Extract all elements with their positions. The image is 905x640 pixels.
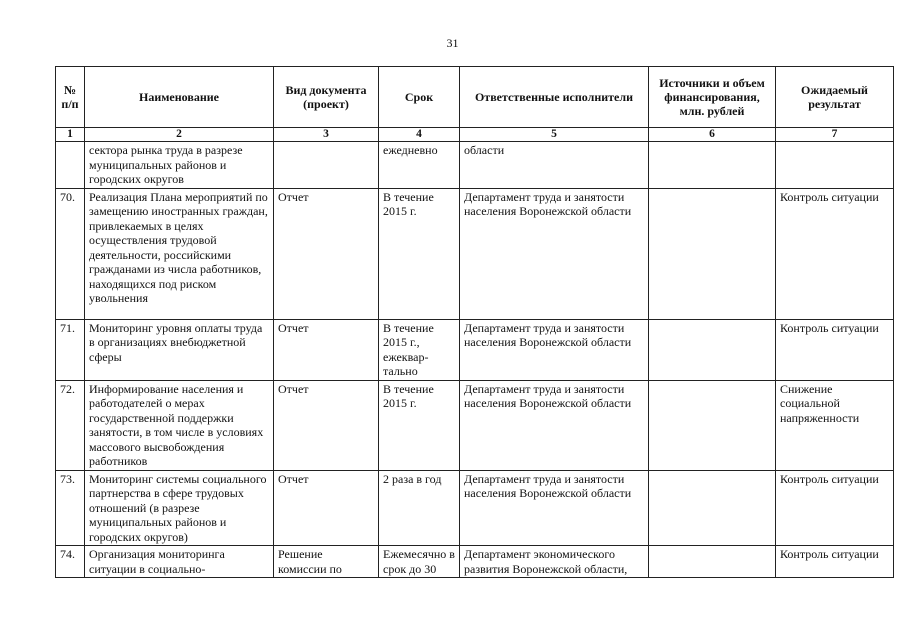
row-result (776, 142, 894, 189)
table-row (56, 319, 894, 380)
row-funding (649, 319, 776, 380)
row-executors: области (460, 142, 649, 189)
table-row (56, 546, 894, 578)
column-number: 1 (56, 128, 85, 142)
row-name: Организация мониторинга ситуации в социально- (85, 546, 274, 578)
row-funding (649, 546, 776, 578)
column-number: 6 (649, 128, 776, 142)
row-funding (649, 380, 776, 470)
row-term: ежедневно (379, 142, 460, 189)
row-doc-type: Отчет (274, 319, 379, 380)
row-number (56, 142, 85, 189)
row-number: 70. (56, 188, 85, 319)
row-funding (649, 188, 776, 319)
row-funding (649, 142, 776, 189)
header-row (56, 67, 894, 128)
column-number: 5 (460, 128, 649, 142)
row-doc-type: Отчет (274, 188, 379, 319)
row-executors: Департамент экономического развития Воронежской области, (460, 546, 649, 578)
row-term: 2 раза в год (379, 470, 460, 546)
row-term: В течение 2015 г. (379, 380, 460, 470)
row-number: 71. (56, 319, 85, 380)
row-result: Контроль ситуации (776, 188, 894, 319)
header-doc-type: Вид документа (проект) (274, 67, 379, 128)
row-number: 74. (56, 546, 85, 578)
row-term: Ежемесячно в срок до 30 (379, 546, 460, 578)
row-name: Мониторинг системы социального партнерства в сфере трудовых отношений (в разрезе муниципальных районов и городских округов) (85, 470, 274, 546)
page-number: 31 (446, 36, 459, 50)
row-doc-type: Решение комиссии по (274, 546, 379, 578)
header-num: № п/п (56, 67, 85, 128)
header-executors: Ответственные исполнители (460, 67, 649, 128)
header-term: Срок (379, 67, 460, 128)
row-result: Контроль ситуации (776, 546, 894, 578)
column-number: 4 (379, 128, 460, 142)
row-number: 73. (56, 470, 85, 546)
row-executors: Департамент труда и занятости населения Воронежской области (460, 188, 649, 319)
action-plan-table (55, 66, 894, 578)
row-number: 72. (56, 380, 85, 470)
row-executors: Департамент труда и занятости населения Воронежской области (460, 380, 649, 470)
row-name: сектора рынка труда в разрезе муниципальных районов и городских округов (85, 142, 274, 189)
table-row (56, 188, 894, 319)
header-result: Ожидаемый результат (776, 67, 894, 128)
column-number: 2 (85, 128, 274, 142)
row-executors: Департамент труда и занятости населения Воронежской области (460, 470, 649, 546)
column-number: 3 (274, 128, 379, 142)
row-executors: Департамент труда и занятости населения Воронежской области (460, 319, 649, 380)
header-funding: Источники и объем финансирования, млн. рублей (649, 67, 776, 128)
row-name: Информирование населения и работодателей о мерах государственной поддержки занятости, в том числе в условиях массового высвобождения работников (85, 380, 274, 470)
column-number: 7 (776, 128, 894, 142)
row-result: Контроль ситуации (776, 470, 894, 546)
row-result: Снижение социальной напряженности (776, 380, 894, 470)
table-row (56, 470, 894, 546)
row-doc-type: Отчет (274, 380, 379, 470)
row-term: В течение 2015 г. (379, 188, 460, 319)
row-name: Реализация Плана мероприятий по замещению иностранных граждан, привлекаемых в целях осуществления трудовой деятельности, российскими гражданами из числа работников, находящихся под риском увольнения (85, 188, 274, 319)
row-term: В течение 2015 г., ежеквар-тально (379, 319, 460, 380)
row-doc-type: Отчет (274, 470, 379, 546)
row-doc-type (274, 142, 379, 189)
header-name: Наименование (85, 67, 274, 128)
row-result: Контроль ситуации (776, 319, 894, 380)
row-name: Мониторинг уровня оплаты труда в организациях внебюджетной сферы (85, 319, 274, 380)
table-row (56, 142, 894, 189)
column-number-row (56, 128, 894, 142)
table-row (56, 380, 894, 470)
row-funding (649, 470, 776, 546)
